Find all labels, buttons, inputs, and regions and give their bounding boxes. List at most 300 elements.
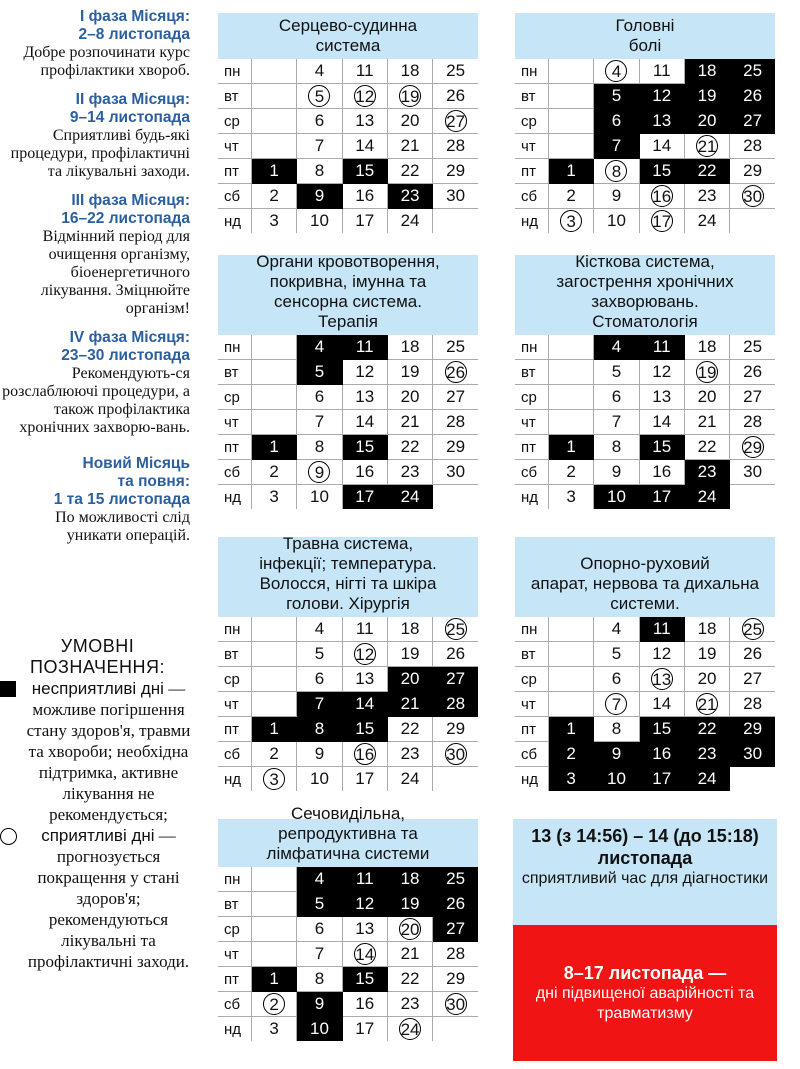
calendar-cardiovascular bbox=[218, 13, 478, 233]
day-cell: 29 bbox=[433, 159, 478, 184]
calendar-title: Сечовидільна, репродуктивна та лімфатична системи bbox=[218, 819, 478, 867]
unfavorable-day: 15 bbox=[342, 717, 387, 742]
favorable-day bbox=[252, 767, 297, 792]
empty-cell bbox=[433, 767, 478, 792]
danger-desc: дні підвищеної аварійності та травматизму bbox=[535, 985, 755, 1022]
unfavorable-day: 4 bbox=[297, 867, 342, 892]
weekday-label: ср bbox=[218, 385, 252, 410]
calendar-title: Кісткова система, загострення хронічних захворювань. Стоматологія bbox=[515, 255, 775, 335]
calendar-title: Опорно-руховий апарат, нервова та дихальна системи. bbox=[515, 537, 775, 617]
day-cell: 7 bbox=[297, 942, 342, 967]
phase-desc: Сприятливі будь-які процедури, профілактичні та лікувальні заходи. bbox=[10, 127, 190, 180]
empty-cell bbox=[252, 385, 297, 410]
phase-desc: Добре розпочинати курс профілактики хвороб. bbox=[23, 44, 190, 79]
unfavorable-day: 28 bbox=[433, 692, 478, 717]
empty-cell bbox=[252, 59, 297, 84]
weekday-label: вт bbox=[515, 84, 549, 109]
empty-cell bbox=[252, 109, 297, 134]
day-cell: 12 bbox=[342, 360, 387, 385]
day-number: 8 bbox=[605, 160, 627, 182]
diagnostics-desc: сприятливий час для діагностики bbox=[521, 870, 769, 887]
day-cell: 24 bbox=[684, 209, 729, 234]
day-cell: 17 bbox=[342, 209, 387, 234]
day-number: 19 bbox=[697, 363, 717, 382]
day-cell: 25 bbox=[433, 335, 478, 360]
legend-bad-term: несприятливі дні bbox=[31, 679, 164, 698]
empty-cell bbox=[433, 1017, 478, 1042]
day-number: 9 bbox=[308, 461, 330, 483]
favorable-day bbox=[639, 209, 684, 234]
empty-cell bbox=[252, 942, 297, 967]
calendar-hematopoiesis-therapy bbox=[218, 252, 478, 509]
day-cell: 29 bbox=[730, 159, 775, 184]
empty-cell bbox=[549, 360, 594, 385]
day-cell: 29 bbox=[433, 967, 478, 992]
empty-cell bbox=[549, 84, 594, 109]
day-cell: 28 bbox=[433, 134, 478, 159]
weekday-label: вт bbox=[218, 84, 252, 109]
day-cell: 6 bbox=[594, 385, 639, 410]
favorable-day bbox=[684, 692, 729, 717]
day-cell: 18 bbox=[387, 59, 432, 84]
diagnostics-time: 13 (з 14:56) – 14 (до 15:18) листопада bbox=[531, 826, 759, 868]
day-cell: 24 bbox=[387, 767, 432, 792]
unfavorable-day: 9 bbox=[594, 742, 639, 767]
calendar-headaches bbox=[515, 13, 775, 233]
calendar-grid bbox=[515, 335, 775, 509]
day-cell: 22 bbox=[387, 435, 432, 460]
moon-phases-column bbox=[0, 0, 190, 556]
unfavorable-day: 3 bbox=[549, 767, 594, 792]
calendar-grid bbox=[218, 335, 478, 509]
favorable-day bbox=[342, 84, 387, 109]
phase-2 bbox=[0, 91, 190, 181]
day-number: 21 bbox=[697, 695, 717, 714]
day-cell: 6 bbox=[297, 667, 342, 692]
unfavorable-day: 10 bbox=[297, 1017, 342, 1042]
day-cell: 18 bbox=[684, 335, 729, 360]
day-number: 21 bbox=[697, 137, 717, 156]
unfavorable-day: 1 bbox=[252, 159, 297, 184]
weekday-label: сб bbox=[218, 992, 252, 1017]
unfavorable-day: 15 bbox=[342, 967, 387, 992]
weekday-label: вт bbox=[515, 642, 549, 667]
day-number: 13 bbox=[652, 670, 672, 689]
day-cell: 6 bbox=[594, 667, 639, 692]
day-cell: 14 bbox=[639, 134, 684, 159]
weekday-label: пт bbox=[515, 717, 549, 742]
unfavorable-day: 25 bbox=[730, 59, 775, 84]
day-cell: 30 bbox=[433, 184, 478, 209]
unfavorable-day: 1 bbox=[549, 435, 594, 460]
day-number: 30 bbox=[446, 745, 466, 764]
empty-cell bbox=[252, 692, 297, 717]
weekday-label: вт bbox=[218, 892, 252, 917]
unfavorable-day: 25 bbox=[433, 867, 478, 892]
day-cell: 14 bbox=[342, 410, 387, 435]
diagnostics-box bbox=[513, 819, 777, 925]
phase-1 bbox=[0, 8, 190, 80]
weekday-label: вт bbox=[218, 642, 252, 667]
calendar-title: Органи кровотворення, покривна, імунна та сенсорна система. Терапія bbox=[218, 255, 478, 335]
day-number: 19 bbox=[400, 87, 420, 106]
unfavorable-day: 19 bbox=[387, 892, 432, 917]
day-cell: 26 bbox=[730, 642, 775, 667]
day-cell: 27 bbox=[730, 667, 775, 692]
day-cell: 16 bbox=[342, 184, 387, 209]
day-cell: 25 bbox=[433, 59, 478, 84]
day-number: 3 bbox=[263, 768, 285, 790]
weekday-label: пн bbox=[218, 867, 252, 892]
day-cell: 20 bbox=[387, 109, 432, 134]
day-cell: 12 bbox=[639, 642, 684, 667]
day-cell: 4 bbox=[594, 617, 639, 642]
day-cell: 21 bbox=[387, 942, 432, 967]
day-cell: 5 bbox=[594, 360, 639, 385]
weekday-label: чт bbox=[515, 692, 549, 717]
weekday-label: пт bbox=[218, 717, 252, 742]
unfavorable-day: 11 bbox=[639, 617, 684, 642]
day-cell: 28 bbox=[730, 410, 775, 435]
phase-desc: По можливості слід уникати операцій. bbox=[55, 509, 190, 544]
day-cell: 3 bbox=[549, 485, 594, 510]
day-cell: 30 bbox=[730, 460, 775, 485]
favorable-day bbox=[684, 360, 729, 385]
favorable-day bbox=[342, 742, 387, 767]
day-cell: 7 bbox=[297, 134, 342, 159]
day-number: 24 bbox=[400, 1020, 420, 1039]
phase-desc: Рекомендують-ся розслаблюючі процедури, а також профілактика хронічних захворю-вань. bbox=[2, 365, 190, 436]
weekday-label: пт bbox=[218, 435, 252, 460]
day-cell: 4 bbox=[297, 59, 342, 84]
day-cell: 14 bbox=[342, 134, 387, 159]
unfavorable-day: 15 bbox=[639, 435, 684, 460]
calendar-grid bbox=[218, 617, 478, 791]
unfavorable-day: 11 bbox=[639, 335, 684, 360]
weekday-label: чт bbox=[515, 410, 549, 435]
calendar-title: Травна система, інфекції; температура. Волосся, нігті та шкіра голови. Хірургія bbox=[218, 537, 478, 617]
day-cell: 22 bbox=[387, 967, 432, 992]
weekday-label: ср bbox=[515, 109, 549, 134]
empty-cell bbox=[549, 692, 594, 717]
day-number: 12 bbox=[355, 87, 375, 106]
day-number: 12 bbox=[355, 645, 375, 664]
day-cell: 9 bbox=[297, 742, 342, 767]
day-cell: 11 bbox=[342, 617, 387, 642]
day-cell: 23 bbox=[387, 460, 432, 485]
calendar-skeletal-dentistry bbox=[515, 252, 775, 509]
empty-cell bbox=[549, 134, 594, 159]
day-cell: 2 bbox=[549, 460, 594, 485]
calendar-urinary-reproductive bbox=[218, 804, 478, 1041]
unfavorable-day: 17 bbox=[639, 767, 684, 792]
empty-cell bbox=[252, 917, 297, 942]
empty-cell bbox=[252, 867, 297, 892]
day-number: 14 bbox=[355, 945, 375, 964]
day-number: 20 bbox=[400, 920, 420, 939]
day-cell: 6 bbox=[297, 385, 342, 410]
circle-icon bbox=[0, 828, 17, 845]
unfavorable-day: 21 bbox=[387, 692, 432, 717]
unfavorable-day: 4 bbox=[297, 335, 342, 360]
day-cell: 11 bbox=[342, 59, 387, 84]
unfavorable-day: 2 bbox=[549, 742, 594, 767]
empty-cell bbox=[549, 617, 594, 642]
day-cell: 14 bbox=[639, 692, 684, 717]
day-cell: 17 bbox=[342, 767, 387, 792]
empty-cell bbox=[433, 485, 478, 510]
favorable-day bbox=[594, 59, 639, 84]
legend bbox=[0, 636, 195, 972]
empty-cell bbox=[549, 642, 594, 667]
day-number: 2 bbox=[263, 993, 285, 1015]
day-number: 16 bbox=[652, 187, 672, 206]
day-cell: 6 bbox=[297, 109, 342, 134]
calendar-grid bbox=[218, 867, 478, 1041]
empty-cell bbox=[252, 617, 297, 642]
unfavorable-day: 1 bbox=[252, 967, 297, 992]
weekday-label: пт bbox=[515, 435, 549, 460]
danger-dates: 8–17 листопада — bbox=[563, 963, 727, 983]
empty-cell bbox=[549, 335, 594, 360]
day-cell: 21 bbox=[387, 134, 432, 159]
empty-cell bbox=[252, 84, 297, 109]
unfavorable-day: 6 bbox=[594, 109, 639, 134]
unfavorable-day: 24 bbox=[684, 485, 729, 510]
unfavorable-day: 8 bbox=[297, 717, 342, 742]
unfavorable-day: 10 bbox=[594, 485, 639, 510]
weekday-label: чт bbox=[515, 134, 549, 159]
weekday-label: сб bbox=[218, 742, 252, 767]
phase-4 bbox=[0, 329, 190, 437]
unfavorable-day: 5 bbox=[297, 892, 342, 917]
day-cell: 8 bbox=[297, 159, 342, 184]
unfavorable-day: 1 bbox=[549, 159, 594, 184]
day-cell: 25 bbox=[730, 335, 775, 360]
phase-3 bbox=[0, 192, 190, 318]
favorable-day bbox=[433, 360, 478, 385]
unfavorable-day: 22 bbox=[684, 159, 729, 184]
day-number: 29 bbox=[743, 438, 763, 457]
weekday-label: вт bbox=[515, 360, 549, 385]
empty-cell bbox=[549, 667, 594, 692]
unfavorable-day: 30 bbox=[730, 742, 775, 767]
day-cell: 4 bbox=[297, 617, 342, 642]
legend-bad-desc: — можливе погіршення стану здоров'я, травми та хвороби; необхідна підтримка, активне лікування не рекомендується; bbox=[26, 679, 191, 824]
favorable-day bbox=[342, 642, 387, 667]
unfavorable-day: 7 bbox=[594, 134, 639, 159]
day-cell: 27 bbox=[730, 385, 775, 410]
legend-good-term: сприятливі дні bbox=[41, 826, 155, 845]
day-number: 7 bbox=[605, 693, 627, 715]
day-number: 26 bbox=[446, 363, 466, 382]
weekday-label: нд bbox=[218, 1017, 252, 1042]
danger-box bbox=[513, 925, 777, 1061]
favorable-day bbox=[433, 617, 478, 642]
weekday-label: пн bbox=[515, 335, 549, 360]
unfavorable-day: 17 bbox=[342, 485, 387, 510]
weekday-label: нд bbox=[218, 209, 252, 234]
weekday-label: ср bbox=[218, 667, 252, 692]
empty-cell bbox=[252, 642, 297, 667]
weekday-label: пт bbox=[218, 159, 252, 184]
unfavorable-day: 9 bbox=[297, 992, 342, 1017]
day-cell: 8 bbox=[594, 717, 639, 742]
day-cell: 21 bbox=[387, 410, 432, 435]
weekday-label: чт bbox=[218, 942, 252, 967]
day-cell: 14 bbox=[639, 410, 684, 435]
favorable-day bbox=[549, 209, 594, 234]
legend-good-desc: — прогнозується покращення у стані здоров'я; рекомендуються лікувальні та профілактичні заходи. bbox=[27, 826, 190, 971]
day-number: 27 bbox=[446, 112, 466, 131]
day-cell: 12 bbox=[639, 360, 684, 385]
calendar-grid bbox=[515, 59, 775, 233]
day-cell: 5 bbox=[297, 642, 342, 667]
day-cell: 2 bbox=[252, 460, 297, 485]
day-cell: 10 bbox=[297, 767, 342, 792]
empty-cell bbox=[549, 385, 594, 410]
day-cell: 16 bbox=[639, 460, 684, 485]
favorable-day bbox=[639, 184, 684, 209]
unfavorable-day: 10 bbox=[594, 767, 639, 792]
day-cell: 13 bbox=[342, 917, 387, 942]
phase-title: III фаза Місяця: 16–22 листопада bbox=[61, 192, 190, 227]
unfavorable-day: 18 bbox=[684, 59, 729, 84]
day-cell: 18 bbox=[684, 617, 729, 642]
day-cell: 30 bbox=[433, 460, 478, 485]
unfavorable-day: 1 bbox=[549, 717, 594, 742]
day-cell: 28 bbox=[433, 410, 478, 435]
unfavorable-day: 5 bbox=[297, 360, 342, 385]
day-cell: 8 bbox=[297, 435, 342, 460]
day-cell: 10 bbox=[297, 485, 342, 510]
day-cell: 8 bbox=[594, 435, 639, 460]
favorable-day bbox=[684, 134, 729, 159]
weekday-label: нд bbox=[218, 767, 252, 792]
day-number: 16 bbox=[355, 745, 375, 764]
day-cell: 22 bbox=[387, 159, 432, 184]
day-cell: 3 bbox=[252, 1017, 297, 1042]
unfavorable-day: 24 bbox=[387, 485, 432, 510]
day-cell: 2 bbox=[549, 184, 594, 209]
day-number: 25 bbox=[446, 620, 466, 639]
phase-desc: Відмінний період для очищення організму, біоенергетичного лікування. Зміцнюйте організм! bbox=[40, 228, 190, 317]
favorable-day bbox=[594, 692, 639, 717]
weekday-label: пн bbox=[218, 59, 252, 84]
day-cell: 23 bbox=[684, 184, 729, 209]
day-cell: 19 bbox=[387, 360, 432, 385]
calendar-grid bbox=[515, 617, 775, 791]
unfavorable-day: 17 bbox=[639, 485, 684, 510]
day-cell: 29 bbox=[433, 717, 478, 742]
favorable-day bbox=[297, 84, 342, 109]
empty-cell bbox=[252, 410, 297, 435]
weekday-label: вт bbox=[218, 360, 252, 385]
empty-cell bbox=[252, 667, 297, 692]
unfavorable-day: 19 bbox=[684, 84, 729, 109]
day-cell: 17 bbox=[342, 1017, 387, 1042]
unfavorable-day: 11 bbox=[342, 867, 387, 892]
day-cell: 26 bbox=[433, 84, 478, 109]
unfavorable-day: 11 bbox=[342, 335, 387, 360]
phase-new-full-moon bbox=[0, 455, 190, 545]
unfavorable-day: 20 bbox=[684, 109, 729, 134]
unfavorable-day: 9 bbox=[297, 184, 342, 209]
unfavorable-day: 12 bbox=[342, 892, 387, 917]
weekday-label: чт bbox=[218, 692, 252, 717]
day-cell: 10 bbox=[594, 209, 639, 234]
day-cell: 16 bbox=[342, 460, 387, 485]
empty-cell bbox=[730, 209, 775, 234]
unfavorable-day: 27 bbox=[433, 667, 478, 692]
favorable-day bbox=[433, 992, 478, 1017]
calendar-digestive-surgery bbox=[218, 534, 478, 791]
weekday-label: сб bbox=[218, 460, 252, 485]
unfavorable-day: 26 bbox=[730, 84, 775, 109]
weekday-label: пт bbox=[515, 159, 549, 184]
day-cell: 18 bbox=[387, 335, 432, 360]
unfavorable-day: 1 bbox=[252, 717, 297, 742]
day-cell: 18 bbox=[387, 617, 432, 642]
day-cell: 3 bbox=[252, 209, 297, 234]
day-cell: 7 bbox=[297, 410, 342, 435]
weekday-label: нд bbox=[515, 209, 549, 234]
day-cell: 6 bbox=[297, 917, 342, 942]
weekday-label: ср bbox=[218, 109, 252, 134]
favorable-day bbox=[387, 84, 432, 109]
day-cell: 10 bbox=[297, 209, 342, 234]
weekday-label: сб bbox=[218, 184, 252, 209]
unfavorable-day: 12 bbox=[639, 84, 684, 109]
day-cell: 3 bbox=[252, 485, 297, 510]
empty-cell bbox=[252, 134, 297, 159]
calendar-title: Серцево-судинна система bbox=[218, 13, 478, 59]
weekday-label: пн bbox=[218, 335, 252, 360]
weekday-label: сб bbox=[515, 184, 549, 209]
day-number: 17 bbox=[652, 212, 672, 231]
day-cell: 9 bbox=[594, 184, 639, 209]
unfavorable-day: 18 bbox=[387, 867, 432, 892]
unfavorable-day: 7 bbox=[297, 692, 342, 717]
day-number: 30 bbox=[446, 995, 466, 1014]
favorable-day bbox=[433, 109, 478, 134]
day-cell: 13 bbox=[639, 385, 684, 410]
empty-cell bbox=[549, 410, 594, 435]
day-number: 3 bbox=[560, 210, 582, 232]
day-cell: 26 bbox=[433, 642, 478, 667]
day-cell: 29 bbox=[433, 435, 478, 460]
favorable-day bbox=[594, 159, 639, 184]
unfavorable-day: 13 bbox=[639, 109, 684, 134]
favorable-day bbox=[387, 917, 432, 942]
day-cell: 24 bbox=[387, 209, 432, 234]
day-cell: 13 bbox=[342, 385, 387, 410]
unfavorable-day: 23 bbox=[684, 460, 729, 485]
day-cell: 20 bbox=[684, 385, 729, 410]
day-cell: 20 bbox=[387, 385, 432, 410]
weekday-label: пн bbox=[218, 617, 252, 642]
weekday-label: сб bbox=[515, 742, 549, 767]
unfavorable-day: 14 bbox=[342, 692, 387, 717]
unfavorable-day: 26 bbox=[433, 892, 478, 917]
unfavorable-day: 5 bbox=[594, 84, 639, 109]
phase-title: Новий Місяць та повня: 1 та 15 листопада bbox=[53, 455, 190, 508]
unfavorable-day: 16 bbox=[639, 742, 684, 767]
unfavorable-day: 24 bbox=[684, 767, 729, 792]
weekday-label: нд bbox=[515, 485, 549, 510]
day-cell: 19 bbox=[684, 642, 729, 667]
day-cell: 26 bbox=[730, 360, 775, 385]
